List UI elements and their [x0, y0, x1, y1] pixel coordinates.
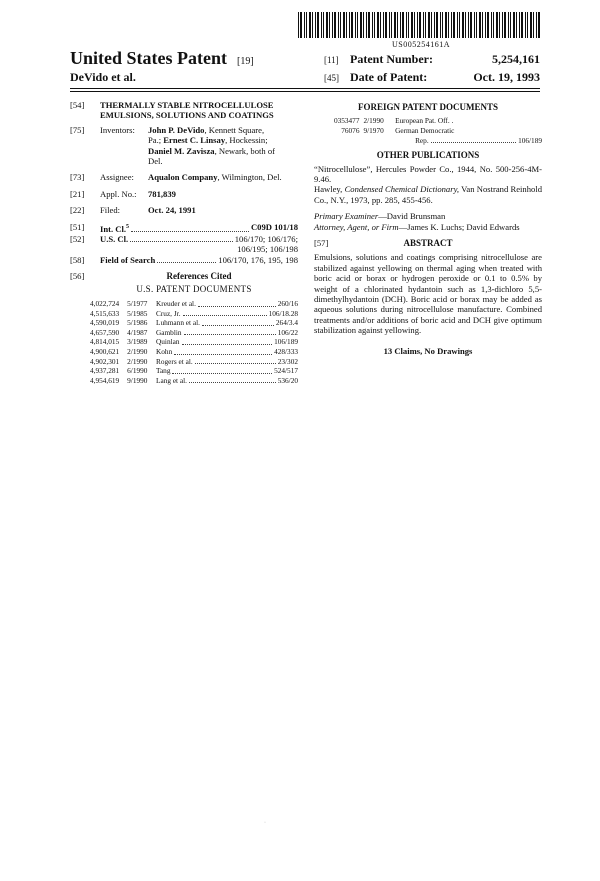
pub2-rest: Van Nostrand Reinhold Co., N.Y., 1973, pp. 285, 455-456.	[314, 184, 543, 205]
barcode-bar	[442, 12, 443, 38]
inventors-field	[70, 125, 298, 167]
patent-number-code: [11]	[324, 55, 339, 65]
intcl-code: [51]	[70, 221, 85, 232]
reference-name: Gamblin	[156, 327, 182, 337]
barcode-bar	[451, 12, 452, 38]
uscl-code: [52]	[70, 233, 85, 244]
inventor-location: , Hockessin;	[225, 135, 268, 146]
reference-number: 4,657,590	[90, 327, 120, 337]
barcode-bar	[530, 12, 532, 38]
barcode-bar	[317, 12, 319, 38]
barcode-bar	[474, 12, 475, 38]
barcode-bar	[470, 12, 472, 38]
barcode-bar	[453, 12, 455, 38]
publication-2	[314, 184, 542, 205]
barcode-bar	[315, 12, 316, 38]
foreign-cont: Rep.	[415, 135, 429, 145]
barcode-bar	[519, 12, 520, 38]
leader-dots	[195, 357, 276, 365]
reference-row	[70, 376, 298, 386]
inventor-location: , Newark, both of	[214, 145, 275, 156]
inventor-name: John P. DeVido	[148, 124, 205, 135]
reference-number: 4,814,015	[90, 337, 120, 347]
foreign-row	[314, 136, 542, 146]
refs-title: References Cited	[166, 271, 232, 282]
reference-date: 6/1990	[127, 366, 148, 376]
foreign-row	[314, 116, 542, 126]
barcode-bar	[309, 12, 311, 38]
patent-date-value: Oct. 19, 1993	[473, 70, 540, 84]
attorney-value: —James K. Luchs; David Edwards	[398, 221, 520, 232]
filed-field	[70, 205, 298, 215]
barcode-bar	[355, 12, 356, 38]
barcode-bar	[334, 12, 336, 38]
abstract-title: ABSTRACT	[403, 238, 453, 249]
uscl-label: U.S. Cl.	[100, 233, 129, 244]
barcode-bar	[391, 12, 392, 38]
right-column	[314, 100, 542, 356]
foreign-no: 76076	[341, 126, 360, 135]
barcode-bar	[434, 12, 435, 38]
reference-name-cell	[156, 357, 298, 367]
appl-label: Appl. No.:	[100, 188, 137, 199]
reference-name: Luhmann et al.	[156, 318, 200, 328]
other-pubs-title: OTHER PUBLICATIONS	[376, 150, 480, 161]
barcode-bar	[457, 12, 458, 38]
barcode-number: US005254161A	[391, 40, 450, 49]
barcode-bar	[329, 12, 330, 38]
examiner-line	[314, 211, 542, 221]
foreign-row	[314, 126, 542, 136]
barcode-bar	[357, 12, 358, 38]
uscl-value: 106/195; 106/198	[237, 244, 298, 255]
appl-value: 781,839	[148, 188, 176, 199]
refs-code: [56]	[70, 271, 85, 282]
reference-name-cell	[156, 366, 298, 376]
leader-dots	[182, 337, 273, 345]
reference-date: 2/1990	[127, 346, 148, 356]
inventors-label: Inventors:	[100, 124, 135, 135]
barcode-bar	[383, 12, 384, 38]
reference-name: Kreuder et al.	[156, 298, 196, 308]
invention-title-line: THERMALLY STABLE NITROCELLULOSE	[100, 100, 274, 110]
patent-number-value: 5,254,161	[492, 52, 540, 66]
assignee-code: [73]	[70, 172, 85, 183]
barcode-bar	[321, 12, 322, 38]
barcode-bar	[385, 12, 387, 38]
leader-dots	[183, 309, 267, 317]
reference-class: 260/16	[277, 298, 298, 308]
abstract-text: Emulsions, solutions and coatings comprising nitrocellulose are stabilized against yellowing on thermal aging when treated with boric acid or borax or hydrogen peroxide or 0.1 to 0.5% by weight of a chlorinated hydantoin such as 1,3-dichloro 5,5-dimethylhydantoin (DCH). Boric acid or borax may be added as aqueous solutions during nitrocellulose manufacture. Combined treatments and/or additions of boric acid and DCH give optimum stabilization against yellowing.	[314, 252, 542, 336]
foreign-table	[314, 116, 542, 145]
barcode-bar	[419, 12, 421, 38]
claims-line: 13 Claims, No Drawings	[383, 345, 473, 356]
barcode-bar	[513, 12, 515, 38]
foreign-date: 9/1970	[363, 126, 384, 135]
reference-date: 2/1990	[127, 356, 148, 366]
reference-row	[70, 366, 298, 376]
barcode-bar	[377, 12, 379, 38]
reference-class: 524/517	[274, 366, 298, 376]
reference-date: 4/1987	[127, 327, 148, 337]
search-value: 106/170, 176, 195, 198	[218, 254, 298, 265]
reference-date: 9/1990	[127, 375, 148, 385]
barcode-bar	[508, 12, 509, 38]
foreign-no: 0353477	[333, 116, 360, 126]
barcode-bar	[323, 12, 324, 38]
left-column	[70, 100, 298, 385]
barcode-bar	[516, 12, 517, 38]
barcode-bar	[479, 12, 481, 38]
barcode-bar	[411, 12, 413, 38]
header-rule-top	[70, 88, 540, 89]
barcode-bar	[499, 12, 500, 38]
appl-code: [21]	[70, 188, 85, 199]
title-code: [19]	[236, 56, 254, 67]
assignee-location: , Wilmington, Del.	[217, 172, 282, 183]
leader-dots	[189, 376, 276, 384]
reference-class: 264/3.4	[275, 318, 298, 328]
leader-dots	[431, 136, 516, 144]
reference-name-cell	[156, 337, 298, 347]
barcode-bar	[340, 12, 341, 38]
patent-number-label: Patent Number:	[350, 52, 433, 66]
barcode-bar	[510, 12, 511, 38]
barcode-bar	[538, 12, 540, 38]
leader-dots	[157, 255, 216, 263]
barcode-bar	[394, 12, 396, 38]
barcode-bar	[482, 12, 483, 38]
patent-title-header	[70, 48, 254, 69]
intcl-field	[70, 222, 298, 234]
barcode-bar	[493, 12, 494, 38]
inventors-code: [75]	[70, 124, 85, 135]
leader-dots	[174, 347, 272, 355]
leader-dots	[198, 299, 276, 307]
publication-1: “Nitrocellulose”, Hercules Powder Co., 1944, No. 500-256-4M-9.46.	[314, 163, 542, 184]
assignee-field	[70, 172, 298, 182]
title-field	[70, 100, 298, 121]
barcode-bar	[440, 12, 441, 38]
invention-title-line: EMULSIONS, SOLUTIONS AND COATINGS	[100, 110, 274, 121]
reference-row	[70, 299, 298, 309]
leader-dots	[131, 222, 249, 232]
barcode-bar	[491, 12, 492, 38]
leader-dots	[172, 366, 272, 374]
examiner-label: Primary Examiner	[314, 211, 379, 222]
reference-date: 5/1985	[127, 308, 148, 318]
leader-dots	[130, 234, 233, 242]
attorney-line	[314, 222, 542, 232]
barcode-bar	[436, 12, 438, 38]
intcl-value: C09D 101/18	[250, 221, 298, 232]
barcode-bar	[400, 12, 401, 38]
filed-code: [22]	[70, 205, 85, 216]
reference-number: 4,900,621	[90, 346, 120, 356]
inventor-name: Ernest C. Linsay	[163, 135, 226, 146]
refs-field	[70, 271, 298, 281]
barcode-bar	[425, 12, 426, 38]
barcode-bar	[397, 12, 398, 38]
intcl-label: Int. Cl.$^5$	[100, 223, 130, 234]
uscl-value: 106/170; 106/176;	[234, 233, 298, 244]
barcode-bar	[326, 12, 328, 38]
reference-class: 428/333	[274, 346, 298, 356]
barcode-bar	[428, 12, 430, 38]
barcode-bar	[380, 12, 381, 38]
barcode-bar	[300, 12, 302, 38]
foreign-title: FOREIGN PATENT DOCUMENTS	[357, 102, 498, 112]
reference-number: 4,022,724	[90, 298, 120, 308]
foreign-name: German Democratic	[395, 126, 455, 135]
inventor-location: Del.	[148, 156, 163, 167]
patent-number-row	[324, 52, 540, 67]
intcl-superscript: 5	[126, 223, 130, 230]
reference-date: 3/1989	[127, 337, 148, 347]
search-label: Field of Search	[100, 254, 156, 265]
barcode-bar	[468, 12, 469, 38]
barcode-bar	[372, 12, 373, 38]
barcode-bar	[312, 12, 313, 38]
assignee-label: Assignee:	[100, 172, 134, 183]
inventor-location: Pa.;	[148, 135, 164, 146]
reference-class: 106/189	[274, 337, 298, 347]
reference-name: Rogers et al.	[156, 356, 193, 366]
barcode-bar	[374, 12, 375, 38]
barcode-bar	[406, 12, 407, 38]
reference-date: 5/1977	[127, 298, 148, 308]
barcode-bar	[423, 12, 424, 38]
patent-office-title: United States Patent	[70, 48, 227, 68]
patent-date-row	[324, 70, 540, 85]
barcode-bar	[431, 12, 432, 38]
search-code: [58]	[70, 254, 85, 265]
scan-mark: ·	[264, 820, 266, 826]
header-rule-bottom	[70, 91, 540, 92]
uscl-field	[70, 234, 298, 255]
reference-row	[70, 328, 298, 338]
reference-name-cell	[156, 309, 298, 319]
barcode-bar	[389, 12, 390, 38]
barcode-bar	[368, 12, 370, 38]
reference-name: Kohn	[156, 346, 173, 356]
reference-name-cell	[156, 328, 298, 338]
filed-value: Oct. 24, 1991	[148, 205, 196, 216]
foreign-date: 2/1990	[363, 116, 384, 126]
barcode-bar	[525, 12, 526, 38]
reference-name-cell	[156, 376, 298, 386]
reference-class: 106/22	[277, 327, 298, 337]
barcode-bar	[298, 12, 299, 38]
references-table	[70, 299, 298, 385]
barcode-bar	[408, 12, 409, 38]
reference-row	[70, 309, 298, 319]
leader-dots	[202, 318, 274, 326]
examiner-value: —David Brunsman	[378, 211, 446, 222]
reference-name-cell	[156, 299, 298, 309]
barcode-bar	[332, 12, 333, 38]
reference-name-cell	[156, 318, 298, 328]
reference-row	[70, 318, 298, 328]
reference-number: 4,515,633	[90, 308, 120, 318]
barcode-bar	[366, 12, 367, 38]
barcode-bar	[338, 12, 339, 38]
reference-date: 5/1986	[127, 318, 148, 328]
barcode-bar	[402, 12, 404, 38]
barcode-bar	[445, 12, 447, 38]
barcode-bar	[363, 12, 364, 38]
reference-class: 106/18.28	[268, 308, 298, 318]
barcode-bar	[504, 12, 506, 38]
patent-date-code: [45]	[324, 73, 339, 83]
barcode-bar	[502, 12, 503, 38]
barcode-bar	[414, 12, 415, 38]
reference-row	[70, 347, 298, 357]
barcode-bar	[536, 12, 537, 38]
inventor-location: , Kennett Square,	[204, 124, 265, 135]
attorney-label: Attorney, Agent, or Firm	[314, 221, 399, 232]
reference-name-cell	[156, 347, 298, 357]
pub2-author: Hawley,	[314, 184, 345, 195]
abstract-code: [57]	[314, 238, 329, 249]
reference-number: 4,590,019	[90, 318, 120, 328]
barcode-bar	[448, 12, 449, 38]
barcode-bar	[343, 12, 345, 38]
search-field	[70, 255, 298, 265]
barcode-bar	[417, 12, 418, 38]
reference-number: 4,902,301	[90, 356, 120, 366]
leader-dots	[184, 328, 276, 336]
refs-subtitle: U.S. PATENT DOCUMENTS	[136, 283, 252, 294]
reference-class: 23/302	[277, 356, 298, 366]
reference-class: 536/20	[277, 375, 298, 385]
barcode-bar	[465, 12, 466, 38]
reference-name: Cruz, Jr.	[156, 308, 181, 318]
pub2-title: Condensed Chemical Dictionary,	[344, 184, 460, 195]
foreign-name: European Pat. Off. .	[395, 116, 454, 126]
barcode-bar	[349, 12, 350, 38]
appl-field	[70, 189, 298, 199]
filed-label: Filed:	[100, 205, 121, 216]
barcode-bar	[306, 12, 307, 38]
barcode-bar	[351, 12, 353, 38]
inventor-name: Daniel M. Zavisza	[148, 145, 215, 156]
barcode-bar	[476, 12, 477, 38]
reference-name: Lang et al.	[156, 375, 187, 385]
reference-number: 4,937,281	[90, 366, 120, 376]
patent-date-label: Date of Patent:	[350, 70, 428, 84]
barcode-bar	[485, 12, 486, 38]
reference-row	[70, 337, 298, 347]
barcode	[298, 12, 544, 38]
barcode-bar	[527, 12, 528, 38]
barcode-bar	[533, 12, 534, 38]
assignee-name: Aqualon Company	[148, 172, 218, 183]
barcode-bar	[496, 12, 498, 38]
abstract-header	[314, 238, 542, 248]
barcode-bar	[459, 12, 460, 38]
reference-name: Quinlan	[156, 337, 180, 347]
reference-row	[70, 357, 298, 367]
barcode-bar	[462, 12, 464, 38]
title-field-code: [54]	[70, 100, 85, 110]
barcode-bar	[346, 12, 347, 38]
barcode-bar	[304, 12, 305, 38]
foreign-class: 106/189	[518, 135, 542, 145]
barcode-bar	[487, 12, 489, 38]
reference-name: Tang	[156, 366, 171, 376]
reference-number: 4,954,619	[90, 375, 120, 385]
barcode-bar	[521, 12, 523, 38]
barcode-bar	[360, 12, 362, 38]
inventor-short: DeVido et al.	[70, 70, 136, 84]
invention-title	[100, 100, 298, 121]
